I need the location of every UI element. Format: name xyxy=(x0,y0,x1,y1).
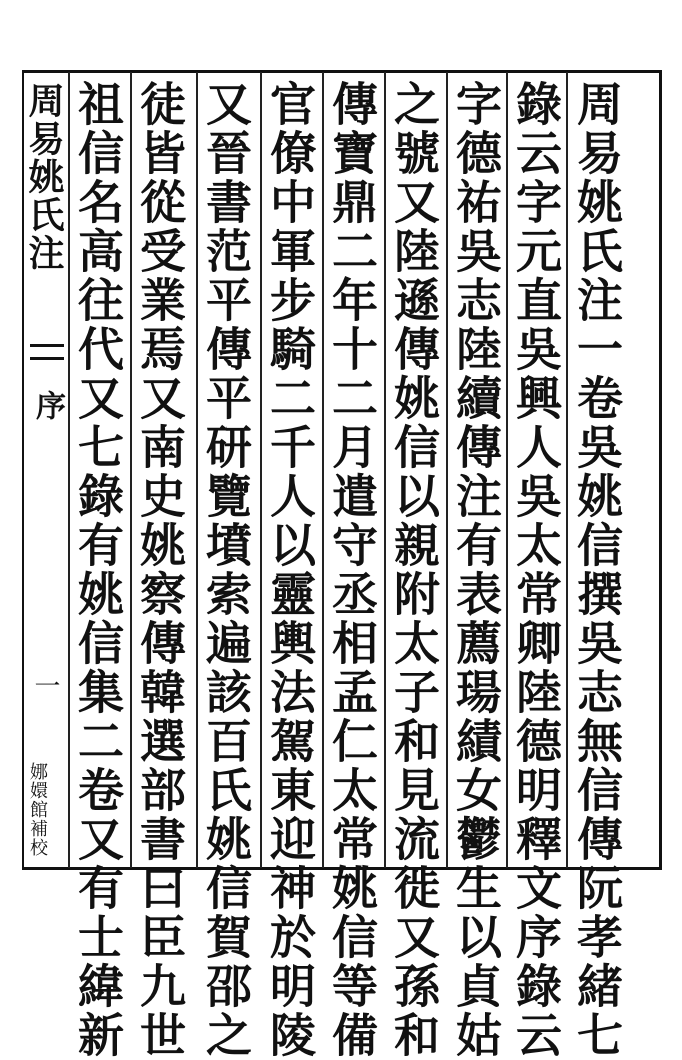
column-rule xyxy=(446,72,448,868)
column-rule xyxy=(384,72,386,868)
banxin-title: 周易姚氏注 xyxy=(23,82,65,272)
text-column-6: 官僚中軍步騎二千人以靈輿法駕東迎神於明陵 xyxy=(263,80,317,1060)
banxin-margin xyxy=(23,72,68,868)
text-column-8: 徒皆從受業焉又南史姚察傳韓選部書曰臣九世 xyxy=(133,80,187,1060)
column-rule xyxy=(130,72,132,868)
text-column-4: 之號又陸遜傳姚信以親附太子和見流徙又孫和 xyxy=(387,80,441,1060)
column-rule xyxy=(566,72,568,868)
column-rule xyxy=(260,72,262,868)
text-column-9: 祖信名高往代又七錄有姚信集二卷又有士緯新 xyxy=(71,80,125,1060)
fishtail-mark xyxy=(30,344,64,360)
banxin-page-number: 一 xyxy=(30,672,60,698)
text-column-7: 又晉書范平傳平研覽墳索遍該百氏姚信賀邵之 xyxy=(199,80,253,1060)
text-column-2: 錄云字元直吳興人吳太常卿陸德明釋文序錄云 xyxy=(509,80,563,1060)
column-rule xyxy=(506,72,508,868)
banxin-printer: 娜嬛館補校 xyxy=(27,762,48,857)
column-rule xyxy=(196,72,198,868)
column-rule xyxy=(322,72,324,868)
text-column-3: 字德祐吳志陸續傳注有表薦瑒績女鬱生以貞姑 xyxy=(449,80,503,1060)
text-column-5: 傳寶鼎二年十二月遣守丞相孟仁太常姚信等備 xyxy=(325,80,379,1060)
banxin-section: 序 xyxy=(30,390,65,420)
text-column-1: 周易姚氏注一卷吳姚信撰吳志無信傳阮孝緒七 xyxy=(570,80,624,1060)
column-rule xyxy=(68,72,70,868)
